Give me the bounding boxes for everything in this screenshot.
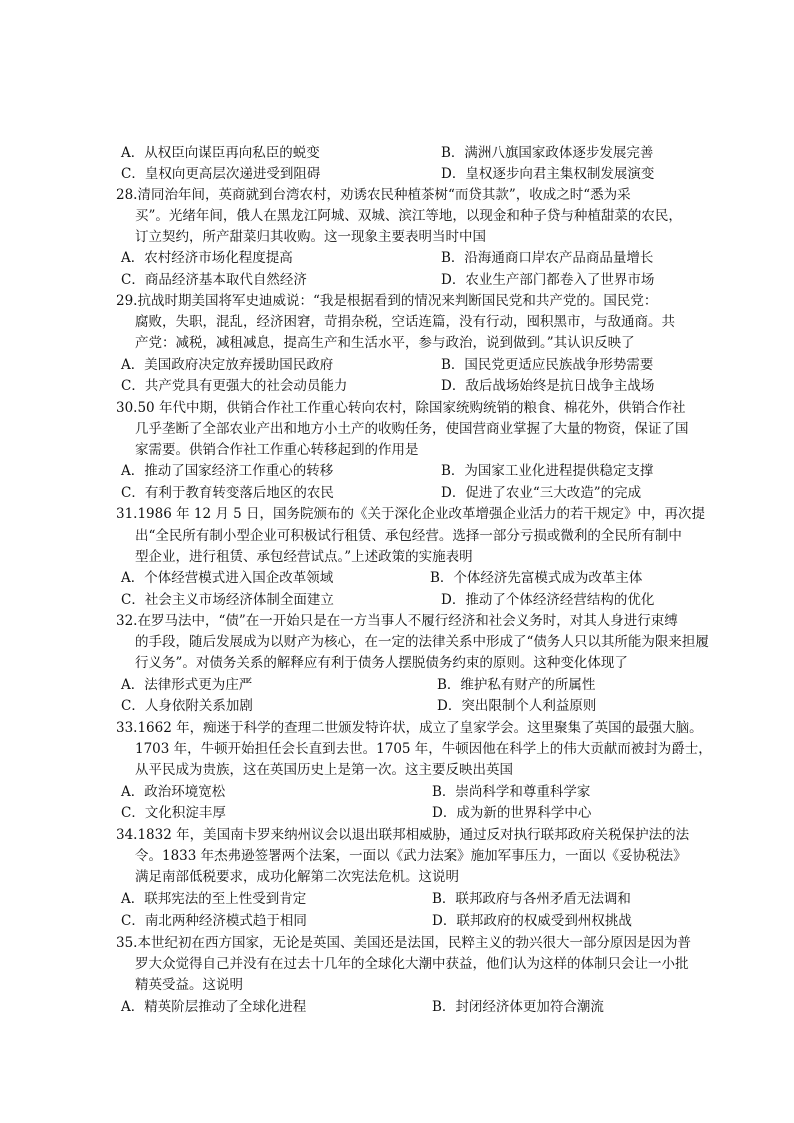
option-29c: C．共产党具有更强大的社会动员能力	[121, 378, 348, 394]
option-34d: D．联邦政府的权威受到州权挑战	[432, 913, 632, 929]
option-28c: C．商品经济基本取代自然经济	[121, 272, 307, 288]
option-27d: D．皇权逐步向君主集权制发展演变	[441, 166, 655, 182]
question-33-stem-line: 1703 年，牛顿开始担任会长直到去世。1705 年，牛顿因他在科学上的伟大贡献而被封为爵士，	[135, 741, 712, 757]
option-29a: A．美国政府决定放弃援助国民政府	[121, 357, 334, 373]
question-35-stem-line: 罗大众觉得自己并没有在过去十几年的全球化大潮中获益，他们认为这样的体制只会让一小批	[135, 956, 689, 972]
question-34-stem-line: 令。1833 年杰弗逊签署两个法案，一面以《武力法案》施加军事压力，一面以《妥协税法》	[135, 848, 687, 864]
option-30d: D．促进了农业“三大改造”的完成	[441, 485, 642, 501]
question-34-stem-line: 满足南部低税要求，成功化解第二次宪法危机。这说明	[135, 869, 459, 885]
question-31-stem-line: 出“全民所有制小型企业可积极试行租赁、承包经营。选择一部分亏损或微利的全民所有制中	[135, 528, 682, 544]
question-28-stem-line: 订立契约，所产甜菜归其收购。这一现象主要表明当时中国	[135, 229, 486, 245]
option-30b: B．为国家工业化进程提供稳定支撑	[441, 463, 654, 479]
question-30-stem: 30.50 年代中期，供销合作社工作重心转向农村，除国家统购统销的粮食、棉花外，供销合作社	[116, 400, 686, 416]
question-30-stem-line: 几乎垄断了全部农业产出和地方小土产的收购任务，使国营商业掌握了大量的物资，保证了国	[135, 421, 689, 437]
option-27c: C．皇权向更高层次递进受到阻碍	[121, 166, 321, 182]
question-32-stem-line: 的手段，随后发展成为以财产为核心，在一定的法律关系中形成了“债务人只以其所能为限来担履	[135, 634, 709, 650]
option-29b: B．国民党更适应民族战争形势需要	[441, 357, 654, 373]
option-31a: A．个体经营模式进入国企改革领域	[121, 570, 334, 586]
option-28b: B．沿海通商口岸农产品商品量增长	[441, 250, 654, 266]
option-32a: A．法律形式更为庄严	[121, 677, 253, 693]
option-34c: C．南北两种经济模式趋于相同	[121, 913, 307, 929]
question-33-stem-line: 从平民成为贵族，这在英国历史上是第一次。这主要反映出英国	[135, 762, 513, 778]
question-28-stem-line: 买”。光绪年间，俄人在黑龙江阿城、双城、滨江等地，以现金和种子贷与种植甜菜的农民，	[135, 208, 682, 224]
question-31-stem: 31.1986 年 12 月 5 日，国务院颁布的《关于深化企业改革增强企业活力的若干规定》中，再次提	[116, 506, 706, 522]
question-29-stem: 29.抗战时期美国将军史迪威说：“我是根据看到的情况来判断国民党和共产党的。国民党：	[116, 293, 658, 309]
option-30c: C．有利于教育转变落后地区的农民	[121, 485, 334, 501]
question-33-stem: 33.1662 年，痴迷于科学的查理二世颁发特许状，成立了皇家学会。这里聚集了英国的最强大脑。	[116, 720, 703, 736]
option-34a: A．联邦宪法的至上性受到肯定	[121, 891, 307, 907]
option-33b: B．崇尚科学和尊重科学家	[432, 784, 591, 800]
option-31b: B．个体经济先富模式成为改革主体	[430, 570, 643, 586]
option-28d: D．农业生产部门都卷入了世界市场	[441, 272, 655, 288]
question-31-stem-line: 型企业，进行租赁、承包经营试点。”上述政策的实施表明	[135, 549, 473, 565]
option-32d: D．突出限制个人利益原则	[437, 698, 597, 714]
option-34b: B．联邦政府与各州矛盾无法调和	[432, 891, 631, 907]
option-35b: B．封闭经济体更加符合潮流	[432, 999, 604, 1015]
option-33a: A．政治环境宽松	[121, 784, 226, 800]
option-31d: D．推动了个体经济经营结构的优化	[441, 592, 655, 608]
option-29d: D．敌后战场始终是抗日战争主战场	[441, 378, 655, 394]
question-35-stem: 35.本世纪初在西方国家，无论是英国、美国还是法国，民粹主义的勃兴很大一部分原因是因为普	[116, 935, 691, 951]
option-32b: B．维护私有财产的所属性	[437, 677, 596, 693]
question-30-stem-line: 家需要。供销合作社工作重心转移起到的作用是	[135, 442, 419, 458]
question-34-stem: 34.1832 年，美国南卡罗来纳州议会以退出联邦相威胁，通过反对执行联邦政府关税保护法的法	[116, 827, 690, 843]
option-35a: A．精英阶层推动了全球化进程	[121, 999, 307, 1015]
question-32-stem-line: 行义务”。对债务关系的解释应有利于债务人摆脱债务约束的原则。这种变化体现了	[135, 655, 628, 671]
question-28-stem: 28.清同治年间，英商就到台湾农村，劝诱农民种植茶树“而贷其款”，收成之时“悉为采	[116, 187, 631, 203]
question-29-stem-line: 产党：减税，减租减息，提高生产和生活水平，参与政治，说到做到。”其认识反映了	[135, 335, 635, 351]
option-33d: D．成为新的世界科学中心	[432, 805, 592, 821]
option-33c: C．文化积淀丰厚	[121, 805, 226, 821]
question-29-stem-line: 腐败，失职，混乱，经济困窘，苛捐杂税，空话连篇，没有行动，囤积黑市，与敌通商。共	[135, 314, 675, 330]
option-28a: A．农村经济市场化程度提高	[121, 250, 293, 266]
option-27b: B．满洲八旗国家政体逐步发展完善	[441, 145, 654, 161]
option-32c: C．人身依附关系加剧	[121, 698, 253, 714]
option-31c: C．社会主义市场经济体制全面建立	[121, 592, 334, 608]
option-30a: A．推动了国家经济工作重心的转移	[121, 463, 334, 479]
option-27a: A．从权臣向谋臣再向私臣的蜕变	[121, 145, 320, 161]
question-35-stem-line: 精英受益。这说明	[135, 977, 243, 993]
question-32-stem: 32.在罗马法中，“债”在一开始只是在一方当事人不履行经济和社会义务时，对其人身进行束缚	[116, 613, 678, 629]
